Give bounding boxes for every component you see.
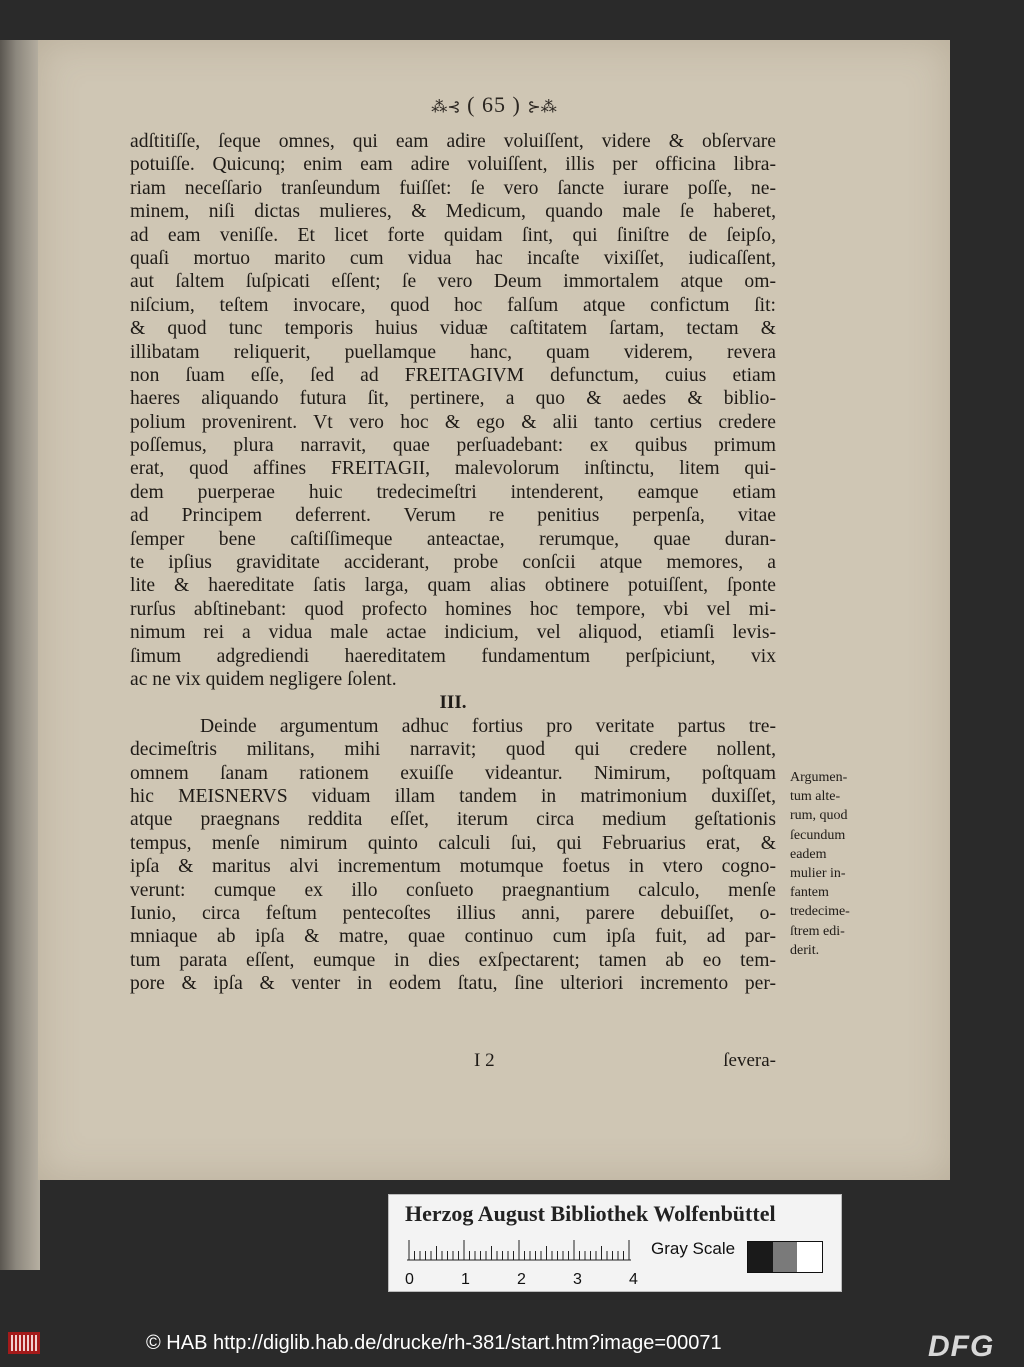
gray-scale-label: Gray Scale xyxy=(651,1239,736,1258)
text-line: potuiſſe. Quicunq; enim eam adire voluiſſent, illis per officina libra- xyxy=(130,154,776,176)
scale-ruler xyxy=(407,1239,631,1265)
text-line: Deinde argumentum adhuc fortius pro veritate partus tre- xyxy=(200,715,776,737)
text-line: rurſus abſtinebant: quod profecto homines hoc tempore, vbi vel mi- xyxy=(130,598,776,620)
gray-swatch-1 xyxy=(773,1242,798,1272)
margin-note-line: fantem xyxy=(790,885,829,901)
ruler-number-2: 2 xyxy=(517,1271,526,1288)
text-line: minem, niſi dictas mulieres, & Medicum, quando male ſe haberet, xyxy=(130,201,776,223)
margin-note-line: ſtrem edi- xyxy=(790,923,845,939)
text-line: ad Principem deferrent. Verum re penitius perpenſa, vitae xyxy=(130,505,776,527)
text-line: poſſemus, plura narravit, quae perſuadebant: ex quibus primum xyxy=(130,435,776,457)
text-line: pore & ipſa & venter in eodem ſtatu, ſine ulteriori incremento per- xyxy=(130,973,776,995)
text-line: hic MEISNERVS viduam illam tandem in matrimonium duxiſſet, xyxy=(130,785,776,807)
margin-note-line: ſecundum xyxy=(790,827,846,843)
section-number: III. xyxy=(439,692,467,714)
text-line: omnem ſanam rationem exuiſſe videantur. Nimirum, poſtquam xyxy=(130,762,776,784)
text-line: non ſuam eſſe, ſed ad FREITAGIVM defunctum, cuius etiam xyxy=(130,364,776,386)
text-line: tum parata eſſent, eumque in dies exſpectarent; tamen ab eo tem- xyxy=(130,949,776,971)
ruler-number-0: 0 xyxy=(405,1271,414,1288)
text-line: aut ſaltem ſuſpicati eſſent; ſe vero Deum immortalem atque om- xyxy=(130,271,776,293)
margin-note-line: eadem xyxy=(790,846,827,862)
text-line: & quod tunc temporis huius viduæ caſtitatem ſartam, tectam & xyxy=(130,318,776,340)
text-line: Iunio, circa feſtum pentecoſtes illius anni, parere debuiſſet, o- xyxy=(130,902,776,924)
margin-note xyxy=(790,768,874,960)
text-line: quaſi mortuo marito cum vidua hac incaſte vixiſſet, iudicaſſent, xyxy=(130,247,776,269)
margin-note-line: rum, quod xyxy=(790,808,848,824)
text-line: dem puerperae huic tredecimeſtri intenderent, eamque etiam xyxy=(130,481,776,503)
hab-logo-icon xyxy=(6,1328,42,1358)
ruler-ticks xyxy=(407,1239,631,1261)
dfg-logo: DFG xyxy=(928,1330,995,1363)
text-line: ipſa & maritus alvi incrementum motumque foetus in vtero cogno- xyxy=(130,856,776,878)
body-text xyxy=(130,130,776,995)
page-number: ( 65 ) xyxy=(467,92,521,117)
text-line: verunt: cumque ex illo conſueto praegnantium calculo, menſe xyxy=(130,879,776,901)
catchword: ſevera- xyxy=(723,1050,776,1071)
page-header xyxy=(38,92,950,118)
gray-swatch-0 xyxy=(748,1242,773,1272)
header-ornament-right: ⊱⁂ xyxy=(527,99,557,116)
text-line: atque praegnans reddita eſſet, iterum circa medium geſtationis xyxy=(130,809,776,831)
gray-scale-swatches xyxy=(747,1241,823,1273)
text-line: erat, quod affines FREITAGII, malevolorum inſtinctu, litem qui- xyxy=(130,458,776,480)
margin-note-line: tredecime- xyxy=(790,904,850,920)
margin-note-line: derit. xyxy=(790,942,820,958)
text-line: tempus, menſe nimirum quinto calculi ſui, qui Februarius erat, & xyxy=(130,832,776,854)
text-line: ſimum adgrediendi haereditatem fundamentum perſpiciunt, vix xyxy=(130,645,776,667)
text-line: ad eam veniſſe. Et licet forte quidam ſint, qui ſiniſtre de ſeipſo, xyxy=(130,224,776,246)
text-line: riam neceſſario tranſeundum fuiſſet: ſe vero ſancte iurare poſſe, ne- xyxy=(130,177,776,199)
ruler-number-4: 4 xyxy=(629,1271,638,1288)
ruler-number-3: 3 xyxy=(573,1271,582,1288)
ruler-number-1: 1 xyxy=(461,1271,470,1288)
gray-swatch-2 xyxy=(797,1242,822,1272)
text-line: niſcium, teſtem invocare, quod hoc falſum atque confictum ſit: xyxy=(130,294,776,316)
text-line: haeres aliquando futura ſit, pertinere, a quo & aedes & biblio- xyxy=(130,388,776,410)
text-line: lite & haereditate ſatis larga, quam alias obtinere potuiſſent, ſponte xyxy=(130,575,776,597)
adjacent-page-edge xyxy=(0,40,40,1270)
text-line: te ipſius graviditate acciderant, probe conſcii atque memores, a xyxy=(130,552,776,574)
margin-note-line: mulier in- xyxy=(790,866,846,882)
text-line: ac ne vix quidem negligere ſolent. xyxy=(130,668,397,690)
library-name: Herzog August Bibliothek Wolfenbüttel xyxy=(405,1201,776,1226)
text-line: ſemper bene caſtiſſimeque anteactae, rerumque, quae duran- xyxy=(130,528,776,550)
margin-note-line: Argumen- xyxy=(790,770,848,785)
page-footer-line xyxy=(130,1050,776,1074)
copyright-link[interactable]: © HAB http://diglib.hab.de/drucke/rh-381/start.htm?image=00071 xyxy=(146,1332,722,1354)
book-page xyxy=(38,40,950,1180)
text-line: nimum rei a vidua male actae indicium, vel aliquod, etiamſi levis- xyxy=(130,622,776,644)
margin-note-line: tum alte- xyxy=(790,789,841,805)
text-line: polium provenirent. Vt vero hoc & ego & alii tanto certius credere xyxy=(130,411,776,433)
text-line: adſtitiſſe, ſeque omnes, qui eam adire voluiſſent, videre & obſervare xyxy=(130,131,776,152)
text-line: mniaque ab ipſa & matre, quae continuo cum ipſa fuit, ad par- xyxy=(130,926,776,948)
signature-mark: I 2 xyxy=(474,1050,495,1071)
header-ornament-left: ⁂⊰ xyxy=(431,99,461,116)
text-line: decimeſtris militans, mihi narravit; quod qui credere nollent, xyxy=(130,739,776,761)
library-color-card xyxy=(388,1194,842,1292)
text-line: illibatam reliquerit, puellamque hanc, quam viderem, revera xyxy=(130,341,776,363)
